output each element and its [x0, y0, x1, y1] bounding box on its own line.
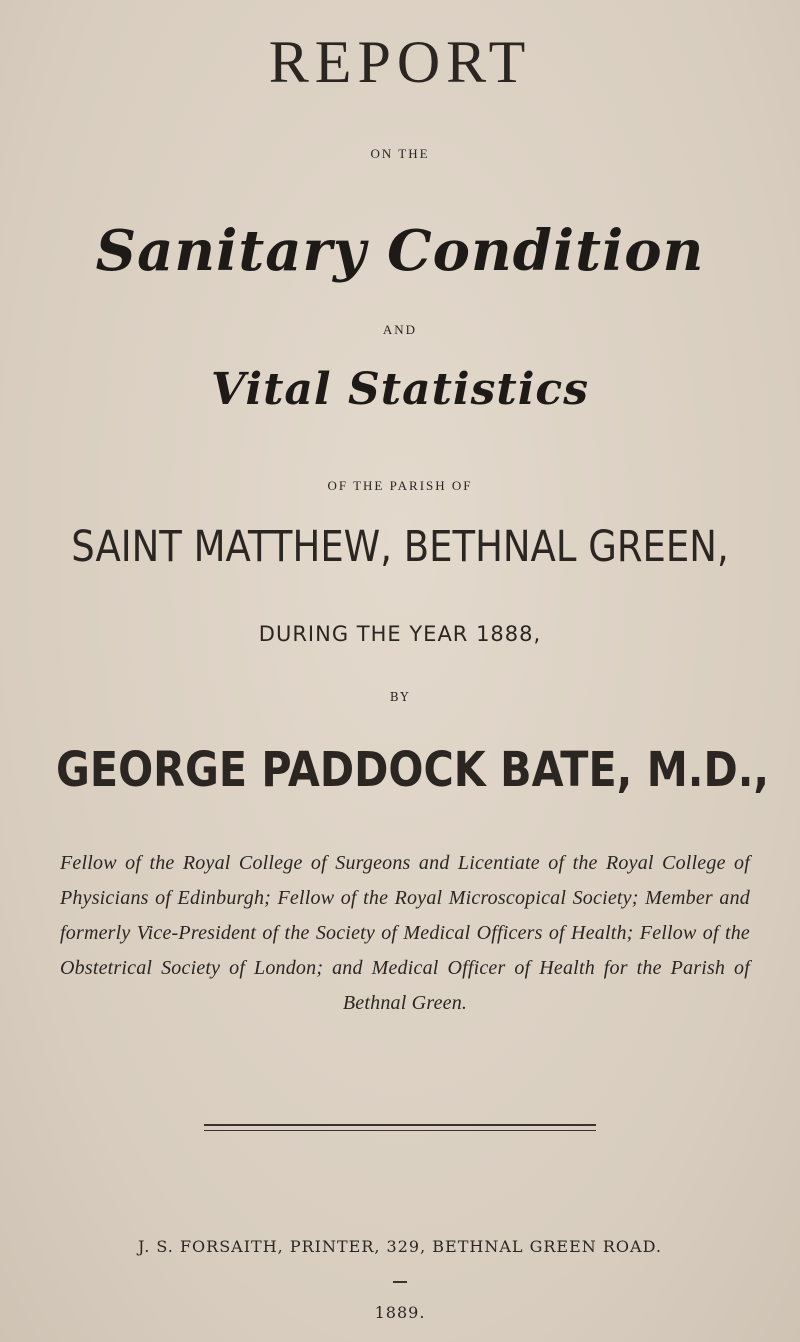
imprint-dash	[393, 1281, 407, 1283]
by-label: BY	[389, 690, 411, 704]
of-the-parish-label: OF THE PARISH OF	[327, 478, 473, 493]
heading-sanitary-condition: Sanitary Condition	[95, 218, 705, 284]
divider-rule-bottom	[204, 1130, 596, 1131]
author-credentials: Fellow of the Royal College of Surgeons and Licentiate of the Royal College of Physicians of Edinburgh; Fellow of the Royal Microscopical Society; Member and formerly Vice-President of the Society of Medical Officers of Health; Fellow of the Obstetrical Society of London; and Medical Officer of Health for the Parish of Bethnal Green.	[60, 852, 750, 1014]
author-name: GEORGE PADDOCK BATE, M.D.,	[56, 742, 770, 798]
printer-imprint: J. S. FORSAITH, PRINTER, 329, BETHNAL GREEN ROAD.	[138, 1237, 662, 1256]
on-the-label: ON THE	[370, 146, 430, 161]
publication-year: 1889.	[374, 1303, 426, 1322]
and-label: AND	[382, 322, 418, 337]
parish-name: SAINT MATTHEW, BETHNAL GREEN,	[71, 522, 729, 572]
during-year: DURING THE YEAR 1888,	[258, 622, 542, 646]
report-title: REPORT	[268, 29, 532, 95]
divider-rule-top	[204, 1124, 596, 1126]
heading-vital-statistics: Vital Statistics	[211, 364, 589, 415]
